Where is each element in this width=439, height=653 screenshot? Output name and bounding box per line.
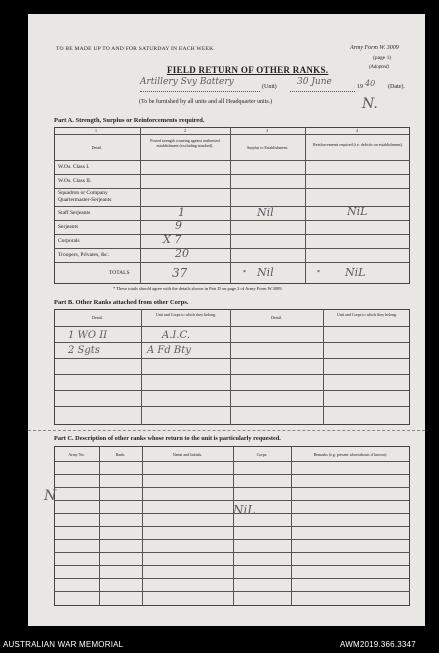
row-label: Staff Serjeants [58,210,91,216]
posted-value: 1 [178,206,185,219]
furnished-note: (To be furnished by all units and all Headquarter units.) [139,99,273,105]
row-label: W.Os. Class II. [58,178,92,184]
part-b-unit: A.I.C. [162,330,191,341]
col-num-3: 3 [266,128,268,133]
part-b-detail: 2 Sgts [68,345,100,356]
totals-star: * [317,270,320,276]
col-header-surplus: Surplus to Establishment. [247,145,288,150]
initial-mark: N. [362,96,378,112]
totals-label: TOTALS [109,270,130,276]
year-handwritten: 40 [365,79,376,88]
col-header-posted: Posted strength counting against authorised establishment (excluding attached). [150,138,220,148]
part-b-unit: A Fd Bty [147,345,191,356]
col-header-detail: Detail. [91,145,103,150]
posted-value: 20 [175,247,189,260]
form-instruction: TO BE MADE UP TO AND FOR SATURDAY IN EACH WEEK. [56,46,215,52]
unit-handwritten: Artillery Svy Battery [140,77,234,87]
perforation-line [28,430,425,431]
part-b-col-header: Detail. [271,315,282,320]
row-label: Squadron or Company Quartermaster-Serjeants [58,190,112,203]
part-c-nil: NiL [233,503,256,517]
row-label: W.Os. Class I. [58,164,90,170]
part-c-col-header: Corps. [256,452,268,457]
part-b-col-header: Detail. [92,315,103,320]
margin-initial: N [44,488,57,504]
form-number: Army Form W. 3009 [350,45,399,51]
part-b-col-header: Unit and Corps to which they belong. [155,312,217,317]
col-header-reinforcements: Reinforcements required (i.e. deficits on establishment). [313,142,403,147]
surplus-nil: Nil [257,206,274,219]
part-b-col-header: Unit and Corps to which they belong. [336,312,398,317]
part-c-col-header: Army No. [68,452,85,457]
totals-reinforcements: NiL [345,266,366,279]
row-label: Troopers, Privates, &c. [58,252,109,258]
archive-reference: AWM2019.366.3347 [340,640,416,649]
reinforcements-nil: NiL [347,205,368,218]
posted-value: 9 [175,219,182,232]
part-a-heading: Part A. Strength, Surplus or Reinforcements required. [54,117,205,124]
form-adopted: (Adopted) [369,65,389,70]
totals-posted: 37 [172,266,188,280]
archive-credit: AUSTRALIAN WAR MEMORIAL [3,640,124,649]
date-handwritten: 30 June [297,77,332,87]
posted-value: X 7 [163,233,182,246]
row-label: Serjeants [58,224,79,230]
totals-surplus: Nil [257,266,274,279]
col-num-2: 2 [184,128,186,133]
totals-footnote: * These totals should agree with the details shown in Part D on page 2 of Army Form W.3009. [113,286,283,291]
part-b-heading: Part B. Other Ranks attached from other Corps. [54,299,189,306]
unit-line [140,91,260,92]
part-c-col-header: Remarks (e.g. present whereabouts if known). [313,452,388,457]
col-num-4: 4 [356,128,358,133]
col-num-1: 1 [95,128,97,133]
unit-label: (Unit) [262,84,277,90]
form-title: FIELD RETURN OF OTHER RANKS. [167,65,329,75]
part-b-detail: 1 WO II [68,330,108,341]
year-prefix: 19 [357,84,363,90]
totals-star: * [243,270,246,276]
row-label: Corporals [58,238,80,244]
part-c-col-header: Name and Initials. [172,452,203,457]
date-line [290,91,355,92]
form-page-number: (page 1) [373,55,392,61]
date-label: (Date). [388,84,405,90]
part-c-heading: Part C. Description of other ranks whose return to the unit is particularly requested. [54,435,281,442]
part-c-col-header: Rank. [115,452,126,457]
